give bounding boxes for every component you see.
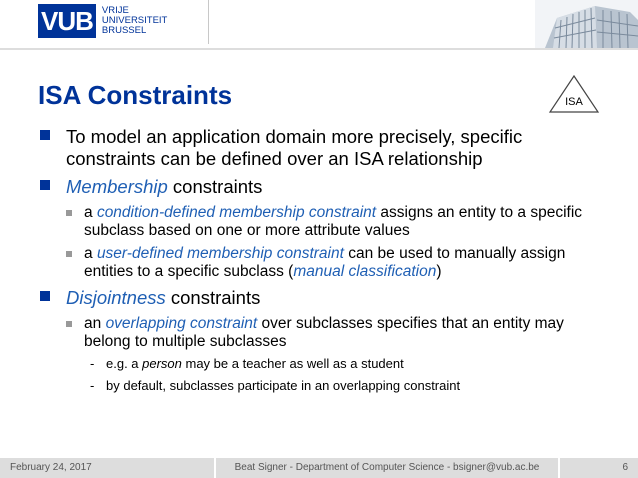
text-prefix: e.g. a <box>106 356 143 371</box>
term-overlapping-constraint: overlapping constraint <box>105 315 258 332</box>
text-prefix: a <box>84 204 97 221</box>
university-line-3: BRUSSEL <box>101 25 147 36</box>
header-divider <box>208 0 209 44</box>
isa-triangle-icon <box>548 74 600 114</box>
sub-bullet-overlapping <box>38 315 608 351</box>
square-bullet-icon <box>66 251 72 257</box>
text-prefix: a <box>84 245 97 262</box>
text-suffix: ) <box>436 263 442 280</box>
term-disjointness: Disjointness <box>66 287 166 308</box>
sub-sub-bullet-example <box>38 356 608 372</box>
dash-bullet: - <box>90 356 95 371</box>
bullet-text: may be a teacher as well as a student <box>181 356 404 371</box>
dash-bullet: - <box>90 378 95 393</box>
bullet-text: To model an application domain more precisely, specific constraints can be defined over an ISA relationship <box>66 126 523 169</box>
sub-bullet-user-defined <box>38 245 608 281</box>
bullet-disjointness <box>38 287 608 309</box>
term-manual-classification: manual classification <box>293 263 437 280</box>
text-prefix: an <box>84 315 106 332</box>
isa-label: ISA <box>565 96 583 108</box>
square-bullet-icon <box>40 130 50 140</box>
footer-date: February 24, 2017 <box>0 458 214 478</box>
bullet-text: assigns an entity to a specific subclass based on one or more attribute values <box>84 204 583 239</box>
bullet-text: over subclasses specifies that an entity may belong to multiple subclasses <box>84 315 564 350</box>
university-line-2: UNIVERSITEIT <box>101 15 168 26</box>
sub-bullet-condition-defined <box>38 204 608 240</box>
vub-logo-mark: VUB <box>38 4 96 38</box>
slide-title: ISA Constraints <box>38 80 233 110</box>
header-rule <box>0 48 638 50</box>
term-condition-defined: condition-defined membership constraint <box>96 204 377 221</box>
building-image <box>535 0 638 48</box>
university-line-1: VRIJE <box>101 5 129 16</box>
bullet-text: constraints <box>167 176 263 197</box>
square-bullet-icon <box>66 321 72 327</box>
bullet-membership <box>38 176 608 198</box>
slide-header <box>0 0 638 48</box>
bullet-text: by default, subclasses participate in an overlapping constraint <box>106 378 461 393</box>
university-name <box>102 6 167 36</box>
slide-content <box>38 126 608 400</box>
term-user-defined: user-defined membership constraint <box>96 245 344 262</box>
footer-author: Beat Signer - Department of Computer Science - bsigner@vub.ac.be <box>216 458 558 478</box>
slide-footer <box>0 458 638 478</box>
term-person: person <box>142 356 182 371</box>
term-membership: Membership <box>66 176 168 197</box>
square-bullet-icon <box>66 210 72 216</box>
square-bullet-icon <box>40 291 50 301</box>
sub-sub-bullet-default <box>38 378 608 394</box>
vub-logo <box>38 2 167 40</box>
bullet-text: constraints <box>165 287 261 308</box>
footer-page-number: 6 <box>560 458 638 478</box>
bullet-text: can be used to manually assign entities to a specific subclass ( <box>84 245 566 280</box>
bullet-application-domain <box>38 126 608 170</box>
square-bullet-icon <box>40 180 50 190</box>
